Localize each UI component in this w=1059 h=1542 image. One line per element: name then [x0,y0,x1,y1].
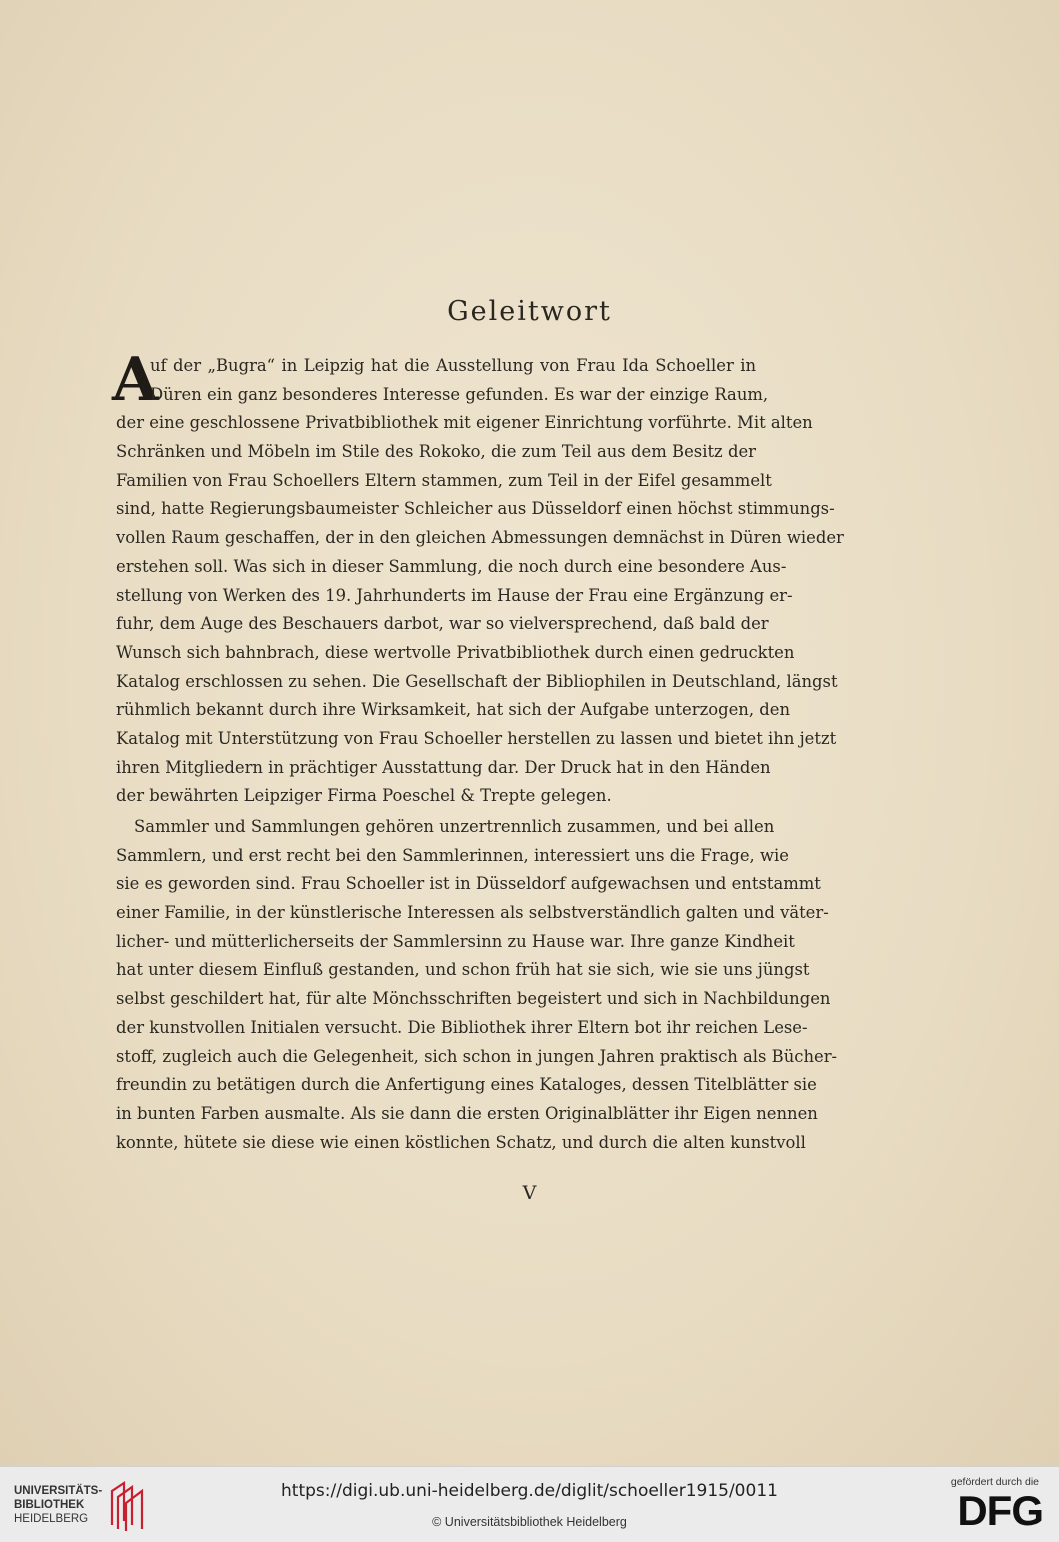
text-line: erstehen soll. Was sich in dieser Sammlung, die noch durch eine besondere Aus- [116,556,787,576]
dfg-logo[interactable]: DFG [957,1487,1043,1534]
text-line: ihren Mitgliedern in prächtiger Ausstattung dar. Der Druck hat in den Händen [116,757,771,777]
logo-line-3: HEIDELBERG [14,1513,89,1525]
text-line: Familien von Frau Schoellers Eltern stammen, zum Teil in der Eifel gesammelt [116,470,772,490]
text-line: einer Familie, in der künstlerische Interessen als selbstverständlich galten und väter- [116,903,829,923]
text-line: fuhr, dem Auge des Beschauers darbot, war so vielversprechend, daß bald der [116,614,769,634]
text-line: hat unter diesem Einfluß gestanden, und schon früh hat sie sich, wie sie uns jüngst [116,960,810,980]
page-title: Geleitwort [447,296,612,327]
text-line: Katalog erschlossen zu sehen. Die Gesellschaft der Bibliophilen in Deutschland, längst [116,671,838,691]
text-line: stellung von Werken des 19. Jahrhunderts im Hause der Frau eine Ergänzung er- [116,585,793,605]
text-line: Katalog mit Unterstützung von Frau Schoeller herstellen zu lassen und bietet ihn jetzt [116,728,837,748]
text-line: konnte, hütete sie diese wie einen köstlichen Schatz, und durch die alten kunstvoll [116,1132,806,1152]
text-line: selbst geschildert hat, für alte Mönchsschriften begeistert und sich in Nachbildungen [116,989,831,1009]
viewer-footer [0,1466,1059,1542]
text-line: der eine geschlossene Privatbibliothek mit eigener Einrichtung vorführte. Mit alten [116,413,813,433]
paragraph-2 [116,813,838,1157]
page-number: V [522,1182,537,1204]
text-line: vollen Raum geschaffen, der in den gleichen Abmessungen demnächst in Düren wieder [116,528,844,548]
text-line: rühmlich bekannt durch ihre Wirksamkeit, hat sich der Aufgabe unterzogen, den [116,700,791,720]
text-line: der kunstvollen Initialen versucht. Die Bibliothek ihrer Eltern bot ihr reichen Lese- [116,1017,808,1037]
logo-line-2: BIBLIOTHEK [14,1499,85,1511]
logo-line-1: UNIVERSITÄTS- [14,1485,103,1497]
text-line: sie es geworden sind. Frau Schoeller ist in Düsseldorf aufgewachsen und entstammt [116,874,821,894]
text-line: Düren ein ganz besonderes Interesse gefunden. Es war der einzige Raum, [150,384,769,404]
copyright-notice: © Universitätsbibliothek Heidelberg [432,1515,627,1529]
permalink-url[interactable]: https://digi.ub.uni-heidelberg.de/diglit/schoeller1915/0011 [281,1481,778,1501]
text-line: Sammlern, und erst recht bei den Sammlerinnen, interessiert uns die Frage, wie [116,845,789,865]
drop-cap: A [112,345,159,415]
text-line: in bunten Farben ausmalte. Als sie dann die ersten Originalblätter ihr Eigen nennen [116,1103,818,1123]
text-line: uf der „Bugra“ in Leipzig hat die Ausstellung von Frau Ida Schoeller in [150,356,756,375]
text-line: der bewährten Leipziger Firma Poeschel & Trepte gelegen. [116,786,612,806]
text-line: Wunsch sich bahnbrach, diese wertvolle Privatbibliothek durch einen gedruckten [116,642,795,662]
paragraph-1 [116,352,844,811]
text-line: stoff, zugleich auch die Gelegenheit, sich schon in jungen Jahren praktisch als Bücher- [116,1046,838,1066]
text-line: freundin zu betätigen durch die Anfertigung eines Kataloges, dessen Titelblätter sie [116,1075,817,1095]
text-line: Schränken und Möbeln im Stile des Rokoko, die zum Teil aus dem Besitz der [116,442,756,462]
funder-caption: gefördert durch die [950,1476,1039,1488]
text-line: sind, hatte Regierungsbaumeister Schleicher aus Düsseldorf einen höchst stimmungs- [116,499,835,519]
text-line: Sammler und Sammlungen gehören unzertrennlich zusammen, und bei allen [134,817,775,836]
text-line: licher- und mütterlicherseits der Sammlersinn zu Hause war. Ihre ganze Kindheit [116,931,795,951]
